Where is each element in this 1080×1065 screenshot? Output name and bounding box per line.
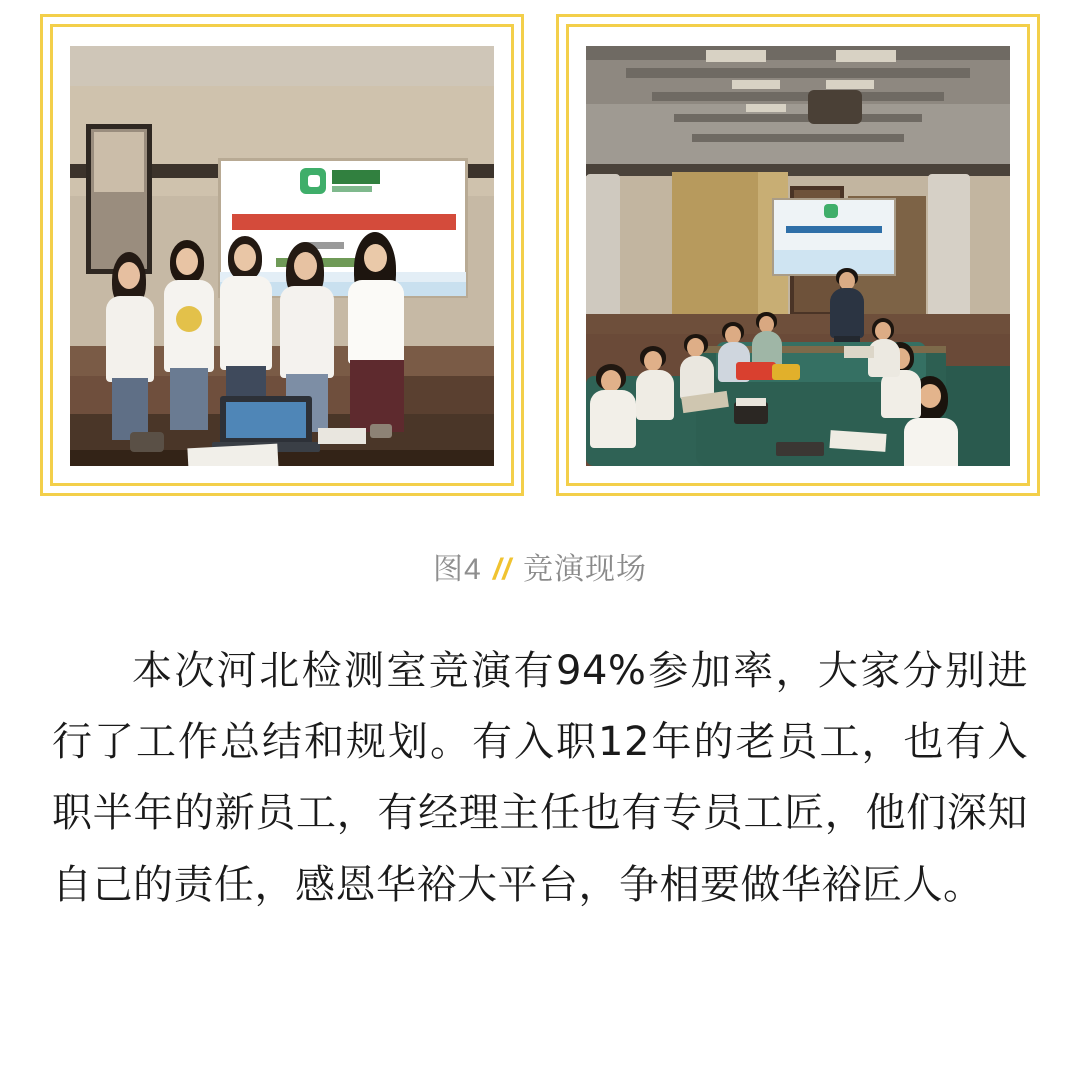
figure-photo-row (0, 0, 1080, 500)
caption-label: 图4 (432, 553, 482, 586)
article-paragraph: 本次河北检测室竞演有94%参加率，大家分别进行了工作总结和规划。有入职12年的老员工，也有入职半年的新员工，有经理主任也有专员工匠，他们深知自己的责任，感恩华裕大平台，争相要做华裕匠人。 (52, 648, 1028, 908)
photo-frame-left (36, 10, 528, 500)
photo-frame-right (552, 10, 1044, 500)
caption-slash-mark: // (493, 553, 512, 586)
photo-boardroom-audience (586, 46, 1010, 466)
photo-presentation-team (70, 46, 494, 466)
figure-caption (0, 544, 1080, 588)
caption-text: 竞演现场 (523, 553, 648, 586)
